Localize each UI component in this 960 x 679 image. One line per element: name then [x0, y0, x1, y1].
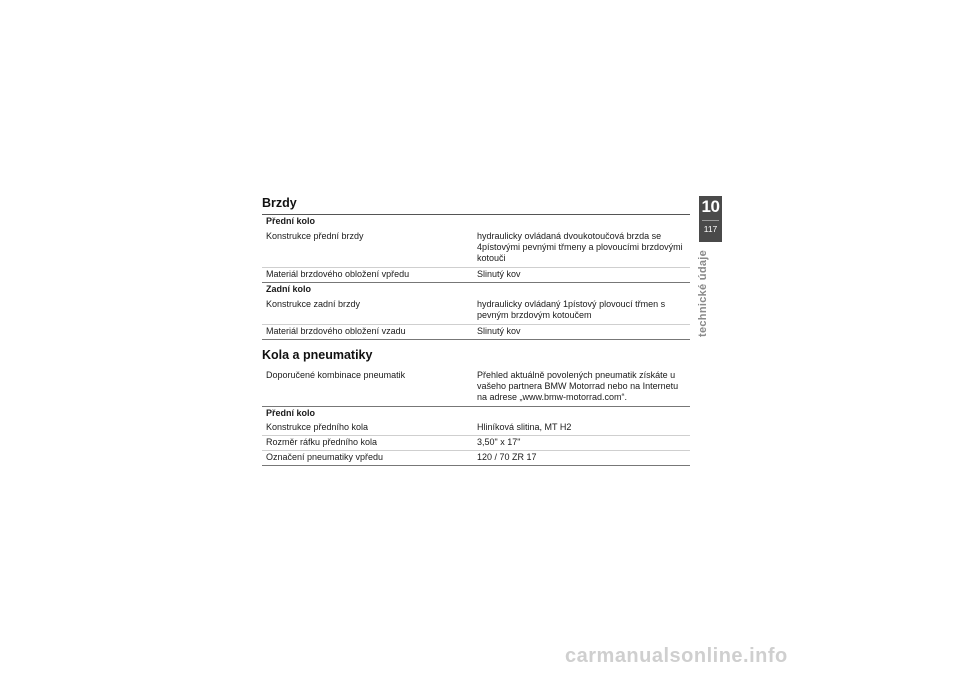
section-title-wheels: Kola a pneumatiky — [262, 348, 373, 362]
row-label: Materiál brzdového obložení vzadu — [266, 326, 406, 336]
chapter-tab — [699, 196, 722, 242]
subheading-rear-wheel: Zadní kolo — [266, 284, 311, 294]
row-value: 3,50" x 17" — [477, 437, 521, 447]
row-value: Slinutý kov — [477, 269, 521, 279]
row-label: Konstrukce přední brzdy — [266, 231, 364, 241]
table-row — [262, 297, 690, 325]
table-row — [262, 451, 690, 466]
table-row — [262, 268, 690, 283]
row-value: Přehled aktuálně povolených pneumatik získáte u vašeho partnera BMW Motorrad nebo na Internetu na adrese „www.bmw-motorrad.com“. — [477, 370, 679, 402]
subheading-front-wheel: Přední kolo — [266, 216, 316, 226]
table-row — [262, 368, 690, 407]
chapter-number: 10 — [701, 197, 720, 216]
watermark: carmanualsonline.info — [565, 645, 788, 667]
row-value: hydraulicky ovládaný 1pístový plovoucí třmen s pevným brzdovým kotoučem — [477, 299, 666, 320]
row-label: Konstrukce zadní brzdy — [266, 299, 361, 309]
row-value: Slinutý kov — [477, 326, 521, 336]
row-value: hydraulicky ovládaná dvoukotoučová brzda se 4pístovými pevnými třmeny a plovoucími brzdovými kotouči — [477, 231, 683, 263]
table-row — [262, 421, 690, 436]
section-title-brakes: Brzdy — [262, 196, 297, 210]
tab-divider — [702, 220, 719, 221]
chapter-side-title: technické údaje — [697, 250, 709, 338]
row-label: Materiál brzdového obložení vpředu — [266, 269, 410, 279]
page-number: 117 — [703, 224, 718, 234]
document-body — [262, 196, 690, 466]
row-label: Konstrukce předního kola — [266, 422, 369, 432]
subheading-front-wheel: Přední kolo — [266, 408, 316, 418]
row-value: 120 / 70 ZR 17 — [477, 452, 537, 462]
table-row — [262, 229, 690, 268]
row-label: Rozměr ráfku předního kola — [266, 437, 378, 447]
table-row — [262, 325, 690, 340]
row-value: Hliníková slitina, MT H2 — [477, 422, 572, 432]
table-row — [262, 436, 690, 451]
row-label: Označení pneumatiky vpředu — [266, 452, 384, 462]
row-label: Doporučené kombinace pneumatik — [266, 370, 406, 380]
